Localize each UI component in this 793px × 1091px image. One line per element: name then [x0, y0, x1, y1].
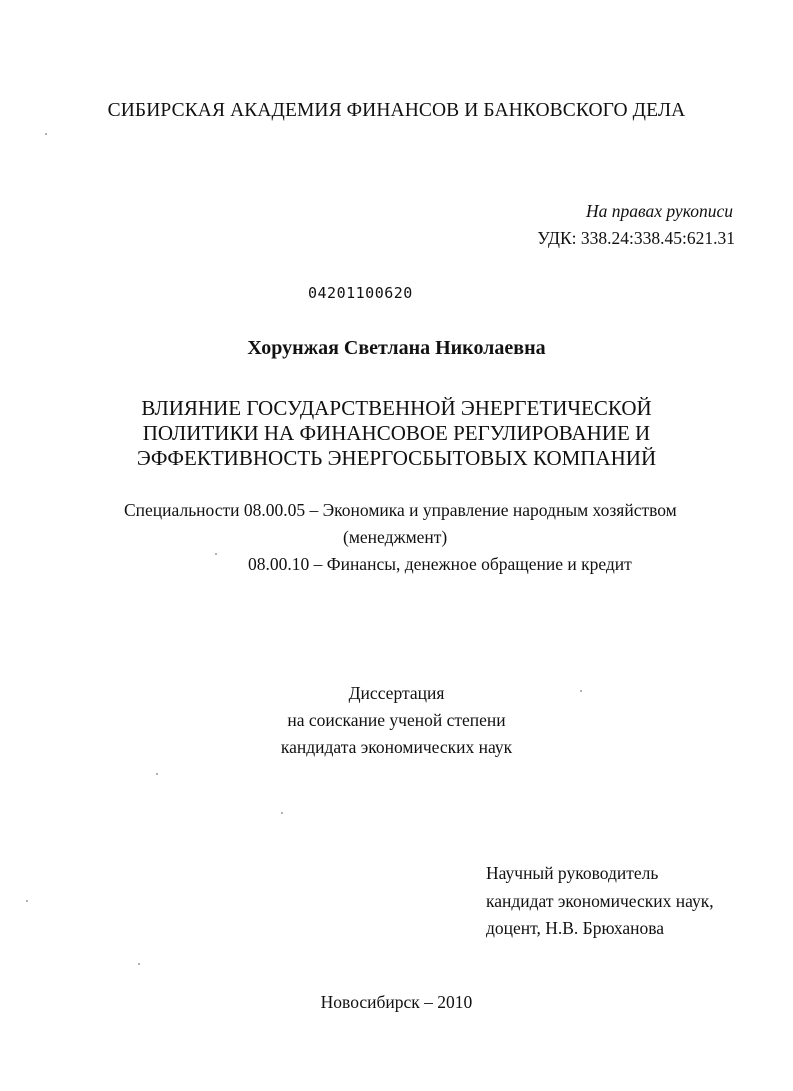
degree-line: кандидата экономических наук [280, 737, 513, 757]
scientific-advisor-block [486, 860, 714, 943]
specialty-line-1-continuation: (менеджмент) [343, 527, 448, 547]
degree-line: на соискание ученой степени [287, 710, 506, 730]
registration-number: 04201100620 [308, 284, 413, 302]
institution-name: СИБИРСКАЯ АКАДЕМИЯ ФИНАНСОВ И БАНКОВСКОГО ДЕЛА [107, 100, 686, 121]
dissertation-degree-block [0, 680, 793, 761]
scan-speck [138, 963, 140, 965]
title-line: ЭФФЕКТИВНОСТЬ ЭНЕРГОСБЫТОВЫХ КОМПАНИЙ [136, 446, 657, 470]
advisor-role: Научный руководитель [486, 863, 659, 883]
scan-speck [26, 900, 28, 902]
degree-line: Диссертация [348, 683, 445, 703]
dissertation-title [0, 396, 793, 471]
udc-code: УДК: 338.24:338.45:621.31 [537, 228, 735, 248]
city-year-footer: Новосибирск – 2010 [320, 992, 473, 1012]
title-line: ВЛИЯНИЕ ГОСУДАРСТВЕННОЙ ЭНЕРГЕТИЧЕСКОЙ [141, 396, 652, 420]
title-line: ПОЛИТИКИ НА ФИНАНСОВОЕ РЕГУЛИРОВАНИЕ И [142, 421, 651, 445]
scan-speck [215, 553, 217, 555]
scan-speck [45, 133, 47, 135]
advisor-name: доцент, Н.В. Брюханова [486, 918, 665, 938]
specialty-line-2: 08.00.10 – Финансы, денежное обращение и кредит [248, 554, 632, 574]
scan-speck [156, 773, 158, 775]
manuscript-rights-note: На правах рукописи [586, 201, 733, 221]
specialty-line-1: Специальности 08.00.05 – Экономика и управление народным хозяйством [124, 500, 677, 520]
author-name: Хорунжая Светлана Николаевна [247, 337, 546, 359]
scan-speck [580, 690, 582, 692]
scan-speck [281, 812, 283, 814]
advisor-degree: кандидат экономических наук, [486, 890, 714, 911]
